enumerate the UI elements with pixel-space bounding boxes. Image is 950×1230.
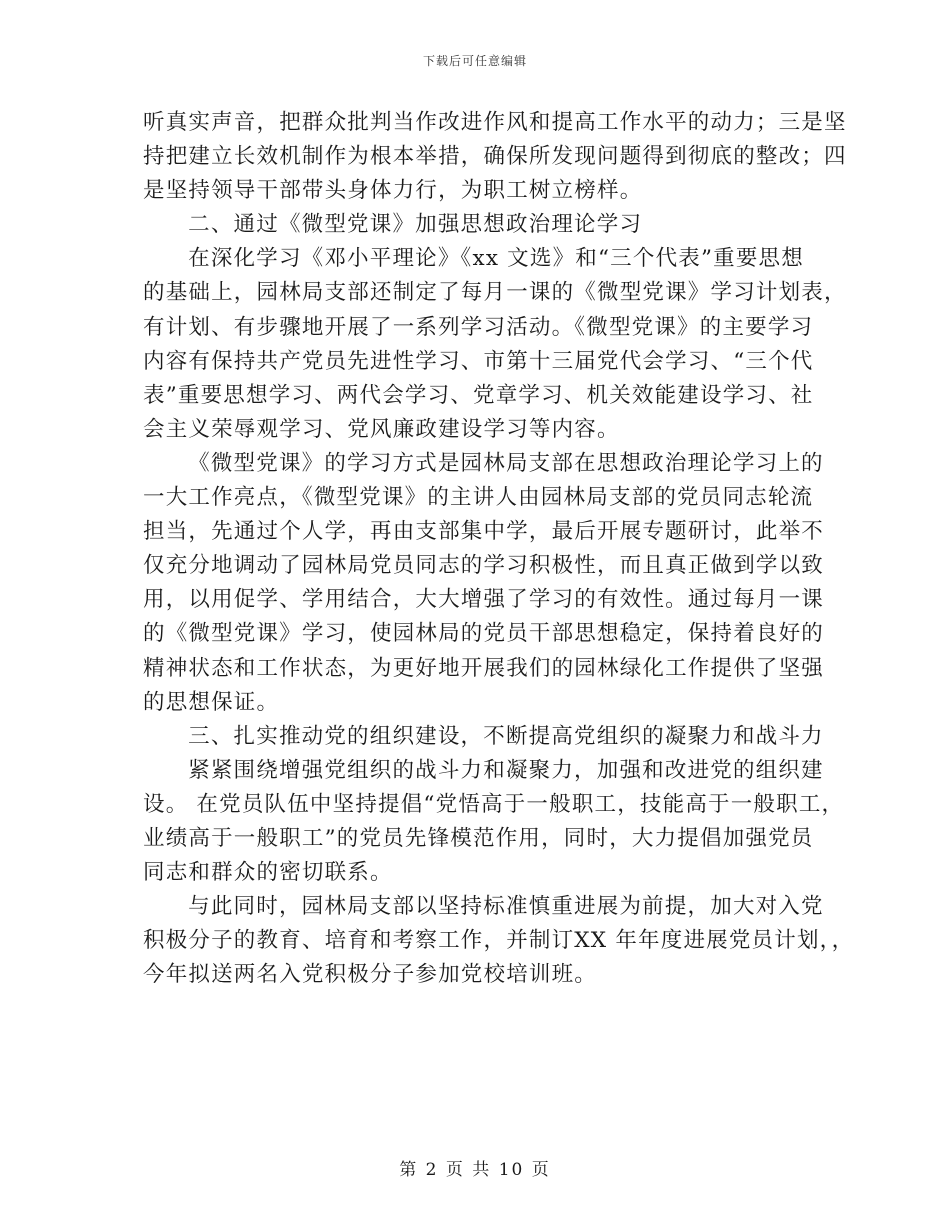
text-line: 精神状态和工作状态，为更好地开展我们的园林绿化工作提供了坚强 (143, 655, 825, 681)
text-line: 与此同时，园林局支部以坚持标准慎重进展为前提，加大对入党 (188, 894, 824, 920)
paragraph (143, 242, 847, 447)
text-line: 积极分子的教育、培育和考察工作，并制订XX 年年度进展党员计划，， (143, 928, 855, 954)
text-line: 一大工作亮点，《微型党课》的主讲人由园林局支部的党员同志轮流 (143, 485, 814, 511)
paragraph (143, 754, 845, 890)
document-body (143, 106, 855, 992)
text-line: 同志和群众的密切联系。 (143, 860, 393, 886)
text-line: 业绩高于一般职工”的党员先锋模范作用，同时，大力提倡加强党员 (143, 825, 814, 851)
section-heading: 二、通过《微型党课》加强思想政治理论学习 (188, 212, 643, 238)
section-heading: 三、扎实推动党的组织建设，不断提高党组织的凝聚力和战斗力 (188, 723, 824, 749)
text-line: 持把建立长效机制作为根本举措，确保所发现问题得到彻底的整改；四 (143, 144, 847, 170)
text-line: 的《微型党课》学习，使园林局的党员干部思想稳定，保持着良好的 (143, 621, 825, 647)
text-line: 会主义荣辱观学习、党风廉政建设学习等内容。 (143, 416, 620, 442)
text-line: 《微型党课》的学习方式是园林局支部在思想政治理论学习上的 (188, 450, 824, 476)
paragraph (143, 106, 847, 208)
text-line: 今年拟送两名入党积极分子参加党校培训班。 (143, 962, 598, 988)
text-line: 担当，先通过个人学，再由支部集中学，最后开展专题研讨，此举不 (143, 519, 825, 545)
text-line: 的基础上，园林局支部还制定了每月一课的《微型党课》学习计划表， (143, 280, 847, 306)
text-line: 的思想保证。 (143, 689, 280, 715)
text-line: 内容有保持共产党员先进性学习、市第十三届党代会学习、“三个代 (143, 348, 814, 374)
text-line: 听真实声音，把群众批判当作改进作风和提高工作水平的动力；三是坚 (143, 110, 847, 135)
text-line: 有计划、有步骤地开展了一系列学习活动。《微型党课》的主要学习 (143, 314, 814, 340)
text-line: 用，以用促学、学用结合，大大增强了学习的有效性。通过每月一课 (143, 587, 825, 613)
text-line: 在深化学习《邓小平理论》《xx 文选》和“三个代表”重要思想 (188, 246, 804, 272)
text-line: 仅充分地调动了园林局党员同志的学习积极性，而且真正做到学以致 (143, 553, 825, 579)
page-number: 第 2 页 共 10 页 (399, 1160, 551, 1180)
text-line: 设。 在党员队伍中坚持提倡“党悟高于一般职工，技能高于一般职工， (143, 791, 845, 817)
paragraph (143, 447, 825, 720)
text-line: 表”重要思想学习、两代会学习、党章学习、机关效能建设学习、社 (143, 382, 814, 408)
text-line: 紧紧围绕增强党组织的战斗力和凝聚力，加强和改进党的组织建 (188, 757, 824, 783)
paragraph (143, 890, 855, 992)
page-header: 下载后可任意编辑 (422, 54, 527, 68)
text-line: 是坚持领导干部带头身体力行，为职工树立榜样。 (143, 178, 643, 204)
